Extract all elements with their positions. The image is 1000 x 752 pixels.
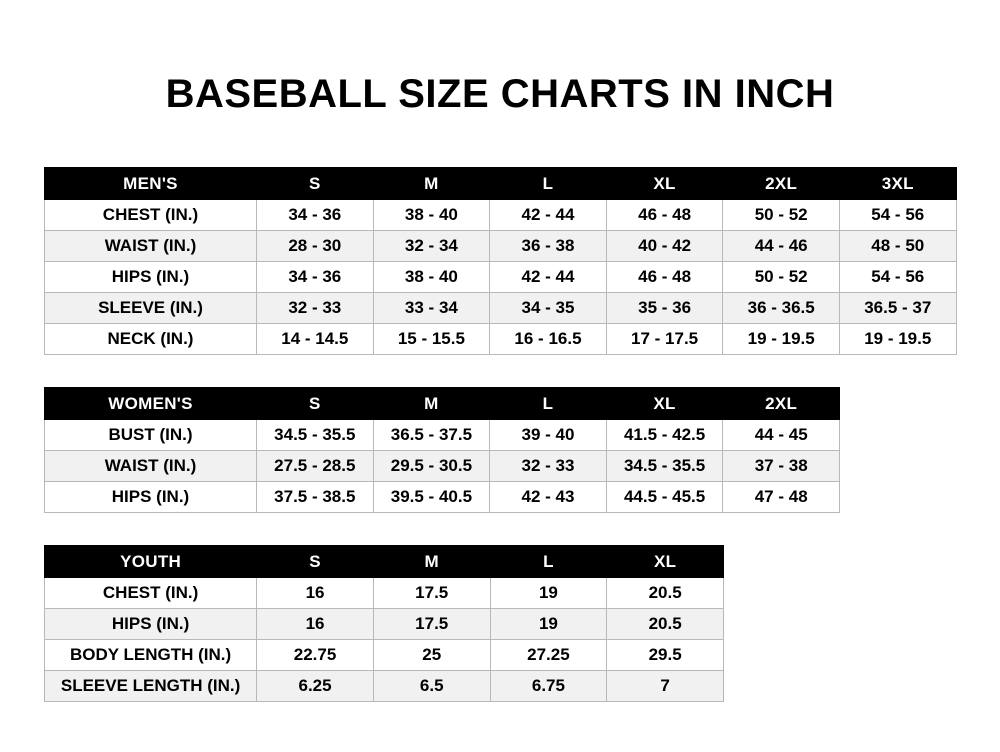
table-cell: 50 - 52 [723, 200, 840, 231]
table-cell: 54 - 56 [839, 262, 956, 293]
mens-size-table [44, 167, 957, 355]
table-cell: 47 - 48 [723, 482, 840, 513]
table-cell: 39 - 40 [490, 420, 607, 451]
table-cell: 19 [490, 609, 607, 640]
column-header: 2XL [723, 388, 840, 420]
table-cell: 42 - 43 [490, 482, 607, 513]
row-header: HIPS (IN.) [45, 482, 257, 513]
column-header: S [257, 168, 374, 200]
table-cell: 35 - 36 [606, 293, 723, 324]
table-cell: 36.5 - 37 [839, 293, 956, 324]
table-row [45, 200, 957, 231]
column-header: L [490, 168, 607, 200]
table-cell: 42 - 44 [490, 200, 607, 231]
table-row [45, 609, 724, 640]
table-cell: 25 [373, 640, 490, 671]
table-row [45, 671, 724, 702]
column-header: M [373, 388, 490, 420]
table-cell: 37.5 - 38.5 [257, 482, 374, 513]
row-header: SLEEVE LENGTH (IN.) [45, 671, 257, 702]
table-cell: 32 - 34 [373, 231, 490, 262]
table-cell: 34.5 - 35.5 [257, 420, 374, 451]
table-cell: 36 - 36.5 [723, 293, 840, 324]
table-cell: 16 [257, 578, 374, 609]
table-cell: 38 - 40 [373, 200, 490, 231]
table-cell: 32 - 33 [257, 293, 374, 324]
row-header: NECK (IN.) [45, 324, 257, 355]
table-cell: 54 - 56 [839, 200, 956, 231]
table-cell: 44 - 46 [723, 231, 840, 262]
table-cell: 27.5 - 28.5 [257, 451, 374, 482]
column-header: XL [606, 168, 723, 200]
column-header: S [257, 546, 374, 578]
table-cell: 20.5 [607, 609, 724, 640]
table-cell: 40 - 42 [606, 231, 723, 262]
table-cell: 27.25 [490, 640, 607, 671]
column-header: M [373, 546, 490, 578]
page-title: BASEBALL SIZE CHARTS IN INCH [165, 72, 835, 116]
table-cell: 20.5 [607, 578, 724, 609]
column-header: XL [607, 546, 724, 578]
table-cell: 16 - 16.5 [490, 324, 607, 355]
table-cell: 16 [257, 609, 374, 640]
table-cell: 6.5 [373, 671, 490, 702]
table-cell: 17 - 17.5 [606, 324, 723, 355]
table-cell: 34.5 - 35.5 [606, 451, 723, 482]
table-cell: 44 - 45 [723, 420, 840, 451]
table-cell: 39.5 - 40.5 [373, 482, 490, 513]
table-cell: 46 - 48 [606, 200, 723, 231]
table-row [45, 262, 957, 293]
table-cell: 50 - 52 [723, 262, 840, 293]
table-cell: 34 - 36 [257, 200, 374, 231]
table-cell: 46 - 48 [606, 262, 723, 293]
row-header: BUST (IN.) [45, 420, 257, 451]
table-cell: 33 - 34 [373, 293, 490, 324]
youth-size-table [44, 545, 724, 702]
table-cell: 38 - 40 [373, 262, 490, 293]
womens-size-table [44, 387, 840, 513]
table-cell: 14 - 14.5 [257, 324, 374, 355]
table-cell: 22.75 [257, 640, 374, 671]
table-row [45, 324, 957, 355]
column-header: WOMEN'S [45, 388, 257, 420]
row-header: CHEST (IN.) [45, 200, 257, 231]
row-header: CHEST (IN.) [45, 578, 257, 609]
table-cell: 19 - 19.5 [839, 324, 956, 355]
column-header: MEN'S [45, 168, 257, 200]
table-row [45, 640, 724, 671]
table-cell: 34 - 35 [490, 293, 607, 324]
table-cell: 17.5 [373, 578, 490, 609]
table-row [45, 482, 840, 513]
column-header: L [490, 388, 607, 420]
table-cell: 6.25 [257, 671, 374, 702]
table-row [45, 231, 957, 262]
row-header: SLEEVE (IN.) [45, 293, 257, 324]
column-header: S [257, 388, 374, 420]
table-cell: 36 - 38 [490, 231, 607, 262]
table-cell: 42 - 44 [490, 262, 607, 293]
column-header: XL [606, 388, 723, 420]
row-header: WAIST (IN.) [45, 231, 257, 262]
table-cell: 29.5 - 30.5 [373, 451, 490, 482]
table-cell: 15 - 15.5 [373, 324, 490, 355]
table-header-row [45, 168, 957, 200]
row-header: HIPS (IN.) [45, 609, 257, 640]
table-cell: 36.5 - 37.5 [373, 420, 490, 451]
table-cell: 29.5 [607, 640, 724, 671]
table-cell: 17.5 [373, 609, 490, 640]
row-header: BODY LENGTH (IN.) [45, 640, 257, 671]
column-header: M [373, 168, 490, 200]
table-cell: 48 - 50 [839, 231, 956, 262]
table-header-row [45, 388, 840, 420]
table-header-row [45, 546, 724, 578]
table-row [45, 451, 840, 482]
table-cell: 19 - 19.5 [723, 324, 840, 355]
table-cell: 34 - 36 [257, 262, 374, 293]
column-header: 3XL [839, 168, 956, 200]
column-header: 2XL [723, 168, 840, 200]
table-cell: 28 - 30 [257, 231, 374, 262]
table-cell: 6.75 [490, 671, 607, 702]
table-row [45, 578, 724, 609]
column-header: L [490, 546, 607, 578]
table-cell: 44.5 - 45.5 [606, 482, 723, 513]
table-row [45, 293, 957, 324]
table-cell: 19 [490, 578, 607, 609]
table-cell: 32 - 33 [490, 451, 607, 482]
table-row [45, 420, 840, 451]
table-cell: 41.5 - 42.5 [606, 420, 723, 451]
table-cell: 37 - 38 [723, 451, 840, 482]
row-header: WAIST (IN.) [45, 451, 257, 482]
column-header: YOUTH [45, 546, 257, 578]
row-header: HIPS (IN.) [45, 262, 257, 293]
tables-container [0, 167, 1000, 702]
table-cell: 7 [607, 671, 724, 702]
